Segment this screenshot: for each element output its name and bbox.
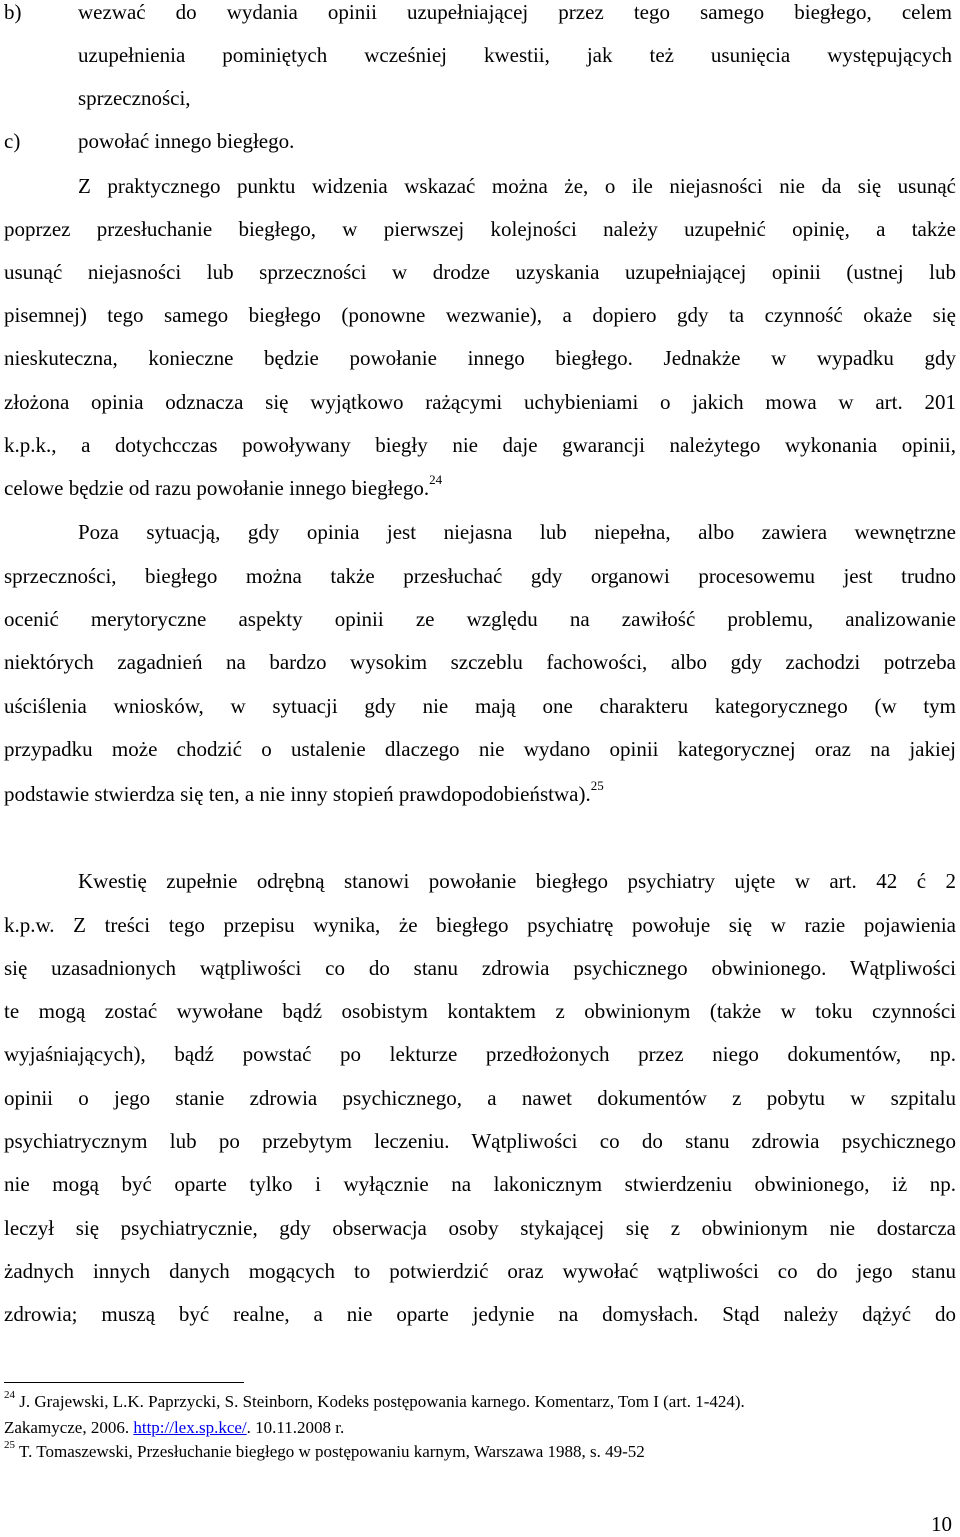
footnote-link[interactable]: http://lex.sp.kce/ xyxy=(133,1418,247,1437)
paragraph-3-line: k.p.w. Z treści tego przepisu wynika, że biegłego psychiatrę powołuje się w razie pojawienia xyxy=(4,913,956,937)
paragraph-2-line: ocenić merytoryczne aspekty opinii ze względu na zawiłość problemu, analizowanie xyxy=(4,607,956,631)
list-item-c-line-1: powołać innego biegłego. xyxy=(78,129,295,153)
paragraph-1-line: usunąć niejasności lub sprzeczności w drodze uzyskania uzupełniającej opinii (ustnej lub xyxy=(4,260,956,284)
paragraph-3-line: nie mogą być oparte tylko i wyłącznie na lakonicznym stwierdzeniu obwinionego, iż np. xyxy=(4,1172,956,1196)
paragraph-1-line: pisemnej) tego samego biegłego (ponowne wezwanie), a dopiero gdy ta czynność okaże się xyxy=(4,303,956,327)
footnote-number: 24 xyxy=(4,1389,15,1402)
footnote-text: J. Grajewski, L.K. Paprzycki, S. Steinborn, Kodeks postępowania karnego. Komentarz, Tom I (art. 1-424). xyxy=(19,1392,745,1411)
paragraph-2-line-text: podstawie stwierdza się ten, a nie inny stopień prawdopodobieństwa). xyxy=(4,782,591,806)
footnote-text: . 10.11.2008 r. xyxy=(246,1418,345,1437)
paragraph-2-line: sprzeczności, biegłego można także przesłuchać gdy organowi procesowemu jest trudno xyxy=(4,564,956,588)
footnote-25 xyxy=(4,1439,956,1462)
paragraph-3-line: Kwestię zupełnie odrębną stanowi powołanie biegłego psychiatry ujęte w art. 42 ć 2 xyxy=(78,869,956,893)
paragraph-1-line: Z praktycznego punktu widzenia wskazać można że, o ile niejasności nie da się usunąć xyxy=(78,174,956,198)
paragraph-3-line: psychiatrycznym lub po przebytym leczeniu. Wątpliwości co do stanu zdrowia psychicznego xyxy=(4,1129,956,1153)
footnote-text: Zakamycze, 2006. xyxy=(4,1418,134,1437)
footnote-number: 25 xyxy=(4,1439,15,1452)
page-number: 10 xyxy=(931,1512,952,1536)
list-marker-c: c) xyxy=(4,129,21,153)
paragraph-2-line: przypadku może chodzić o ustalenie dlaczego nie wydano opinii kategorycznej oraz na jakiej xyxy=(4,737,956,761)
paragraph-2-last-line xyxy=(4,778,956,806)
footnote-24-line-2 xyxy=(4,1418,956,1438)
list-item-b-line-2: uzupełnienia pominiętych wcześniej kwestii, jak też usunięcia występujących xyxy=(78,43,952,67)
paragraph-1-line-text: celowe będzie od razu powołanie innego biegłego. xyxy=(4,476,430,500)
footnote-ref-24: 24 xyxy=(429,472,443,487)
paragraph-3-line: wyjaśniających), bądź powstać po lekturze przedłożonych przez niego dokumentów, np. xyxy=(4,1042,956,1066)
paragraph-3-line: się uzasadnionych wątpliwości co do stanu zdrowia psychicznego obwinionego. Wątpliwości xyxy=(4,956,956,980)
paragraph-1-line: k.p.k., a dotychcczas powoływany biegły nie daje gwarancji należytego wykonania opinii, xyxy=(4,433,956,457)
paragraph-3-line: opinii o jego stanie zdrowia psychicznego, a nawet dokumentów z pobytu w szpitalu xyxy=(4,1086,956,1110)
footnote-separator xyxy=(4,1382,244,1383)
paragraph-1-line: poprzez przesłuchanie biegłego, w pierwszej kolejności należy uzupełnić opinię, a także xyxy=(4,217,956,241)
list-marker-b: b) xyxy=(4,0,22,24)
paragraph-3-line: leczył się psychiatrycznie, gdy obserwacja osoby stykającej się z obwinionym nie dostarcza xyxy=(4,1216,956,1240)
footnote-ref-25: 25 xyxy=(590,778,604,793)
list-item-b-line-3: sprzeczności, xyxy=(78,86,191,110)
paragraph-3-line: te mogą zostać wywołane bądź osobistym kontaktem z obwinionym (także w toku czynności xyxy=(4,999,956,1023)
paragraph-2-line: niektórych zagadnień na bardzo wysokim szczeblu fachowości, albo gdy zachodzi potrzeba xyxy=(4,650,956,674)
footnote-text: T. Tomaszewski, Przesłuchanie biegłego w postępowaniu karnym, Warszawa 1988, s. 49-52 xyxy=(18,1442,645,1461)
paragraph-1-line: nieskuteczna, konieczne będzie powołanie innego biegłego. Jednakże w wypadku gdy xyxy=(4,346,956,370)
list-item-b-line-1: wezwać do wydania opinii uzupełniającej przez tego samego biegłego, celem xyxy=(78,0,952,24)
paragraph-2-line: Poza sytuacją, gdy opinia jest niejasna lub niepełna, albo zawiera wewnętrzne xyxy=(78,520,956,544)
paragraph-1-last-line xyxy=(4,472,956,500)
footnote-24 xyxy=(4,1389,956,1412)
paragraph-3-line: zdrowia; muszą być realne, a nie oparte jedynie na domysłach. Stąd należy dążyć do xyxy=(4,1302,956,1326)
paragraph-3-line: żadnych innych danych mogących to potwierdzić oraz wywołać wątpliwości co do jego stanu xyxy=(4,1259,956,1283)
paragraph-1-line: złożona opinia odznacza się wyjątkowo rażącymi uchybieniami o jakich mowa w art. 201 xyxy=(4,390,956,414)
paragraph-2-line: uściślenia wniosków, w sytuacji gdy nie mają one charakteru kategorycznego (w tym xyxy=(4,694,956,718)
